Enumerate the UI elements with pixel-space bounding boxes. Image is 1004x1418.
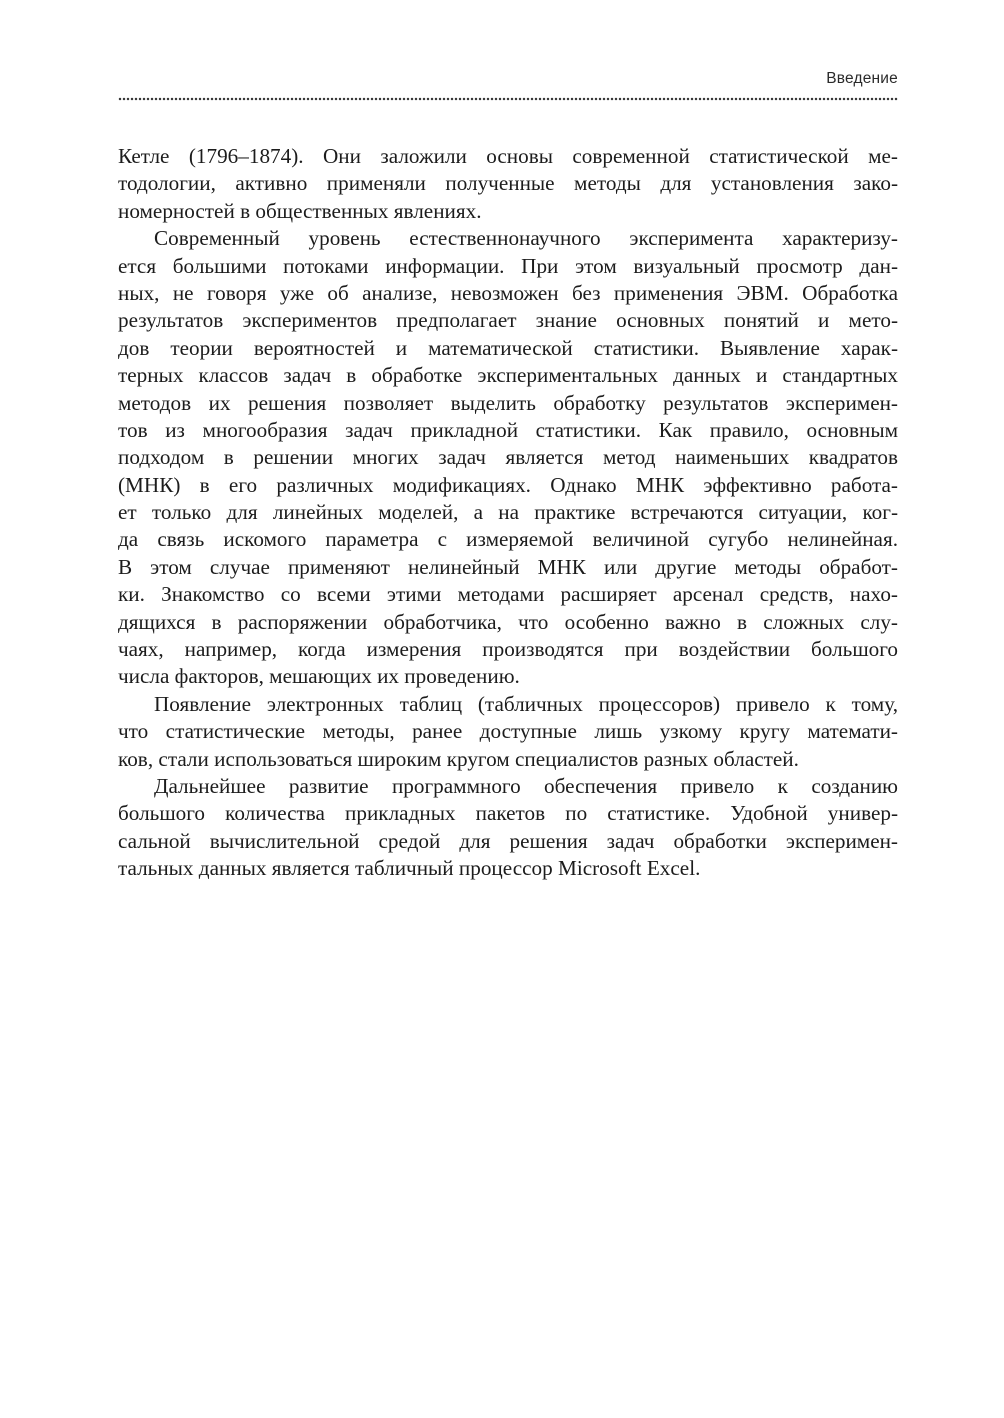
paragraph-4 xyxy=(118,773,898,883)
text-line: числа факторов, мешающих их проведению. xyxy=(118,664,520,689)
text-line: тов из многообразия задач прикладной статистики. Как правило, основным xyxy=(118,417,898,442)
text-line: дов теории вероятностей и математической статистики. Выявление харак- xyxy=(118,335,898,360)
text-line: Появление электронных таблиц (табличных процессоров) привело к тому, xyxy=(154,691,898,716)
paragraph-2 xyxy=(118,225,898,691)
header-dotted-rule xyxy=(118,97,898,101)
text-line: ных, не говоря уже об анализе, невозможен без применения ЭВМ. Обработка xyxy=(118,280,898,305)
text-line: методов их решения позволяет выделить обработку результатов эксперимен- xyxy=(118,390,898,415)
text-line: дящихся в распоряжении обработчика, что особенно важно в сложных слу- xyxy=(118,609,898,634)
text-line: тодологии, активно применяли полученные методы для установления зако- xyxy=(118,171,898,196)
text-line: тальных данных является табличный процессор Microsoft Excel. xyxy=(118,856,701,881)
text-line: что статистические методы, ранее доступные лишь узкому кругу математи- xyxy=(118,719,898,744)
text-line: большого количества прикладных пакетов по статистике. Удобной универ- xyxy=(118,801,898,826)
text-line: терных классов задач в обработке экспериментальных данных и стандартных xyxy=(118,363,898,388)
text-line: результатов экспериментов предполагает знание основных понятий и мето- xyxy=(118,308,898,333)
text-line: В этом случае применяют нелинейный МНК или другие методы обработ- xyxy=(118,554,898,579)
text-line: (МНК) в его различных модификациях. Однако МНК эффективно работа- xyxy=(118,472,898,497)
body-text xyxy=(118,143,898,883)
text-line: подходом в решении многих задач является метод наименьших квадратов xyxy=(118,445,898,470)
text-line: номерностей в общественных явлениях. xyxy=(118,198,482,223)
paragraph-1 xyxy=(118,143,898,225)
text-line: Дальнейшее развитие программного обеспечения привело к созданию xyxy=(154,773,898,798)
paragraph-3 xyxy=(118,691,898,773)
text-line: сальной вычислительной средой для решения задач обработки эксперимен- xyxy=(118,828,898,853)
text-line: чаях, например, когда измерения производятся при воздействии большого xyxy=(118,637,898,662)
text-line: ки. Знакомство со всеми этими методами расширяет арсенал средств, нахо- xyxy=(118,582,898,607)
text-line: ков, стали использоваться широким кругом специалистов разных областей. xyxy=(118,746,799,771)
text-line: ет только для линейных моделей, а на практике встречаются ситуации, ког- xyxy=(118,500,898,525)
running-head-section-title: Введение xyxy=(826,70,898,87)
text-line: ется большими потоками информации. При этом визуальный просмотр дан- xyxy=(118,253,898,278)
text-line: Современный уровень естественнонаучного эксперимента характеризу- xyxy=(154,226,898,251)
text-line: Кетле (1796–1874). Они заложили основы современной статистической ме- xyxy=(118,144,898,168)
text-line: да связь искомого параметра с измеряемой величиной сугубо нелинейная. xyxy=(118,527,898,552)
